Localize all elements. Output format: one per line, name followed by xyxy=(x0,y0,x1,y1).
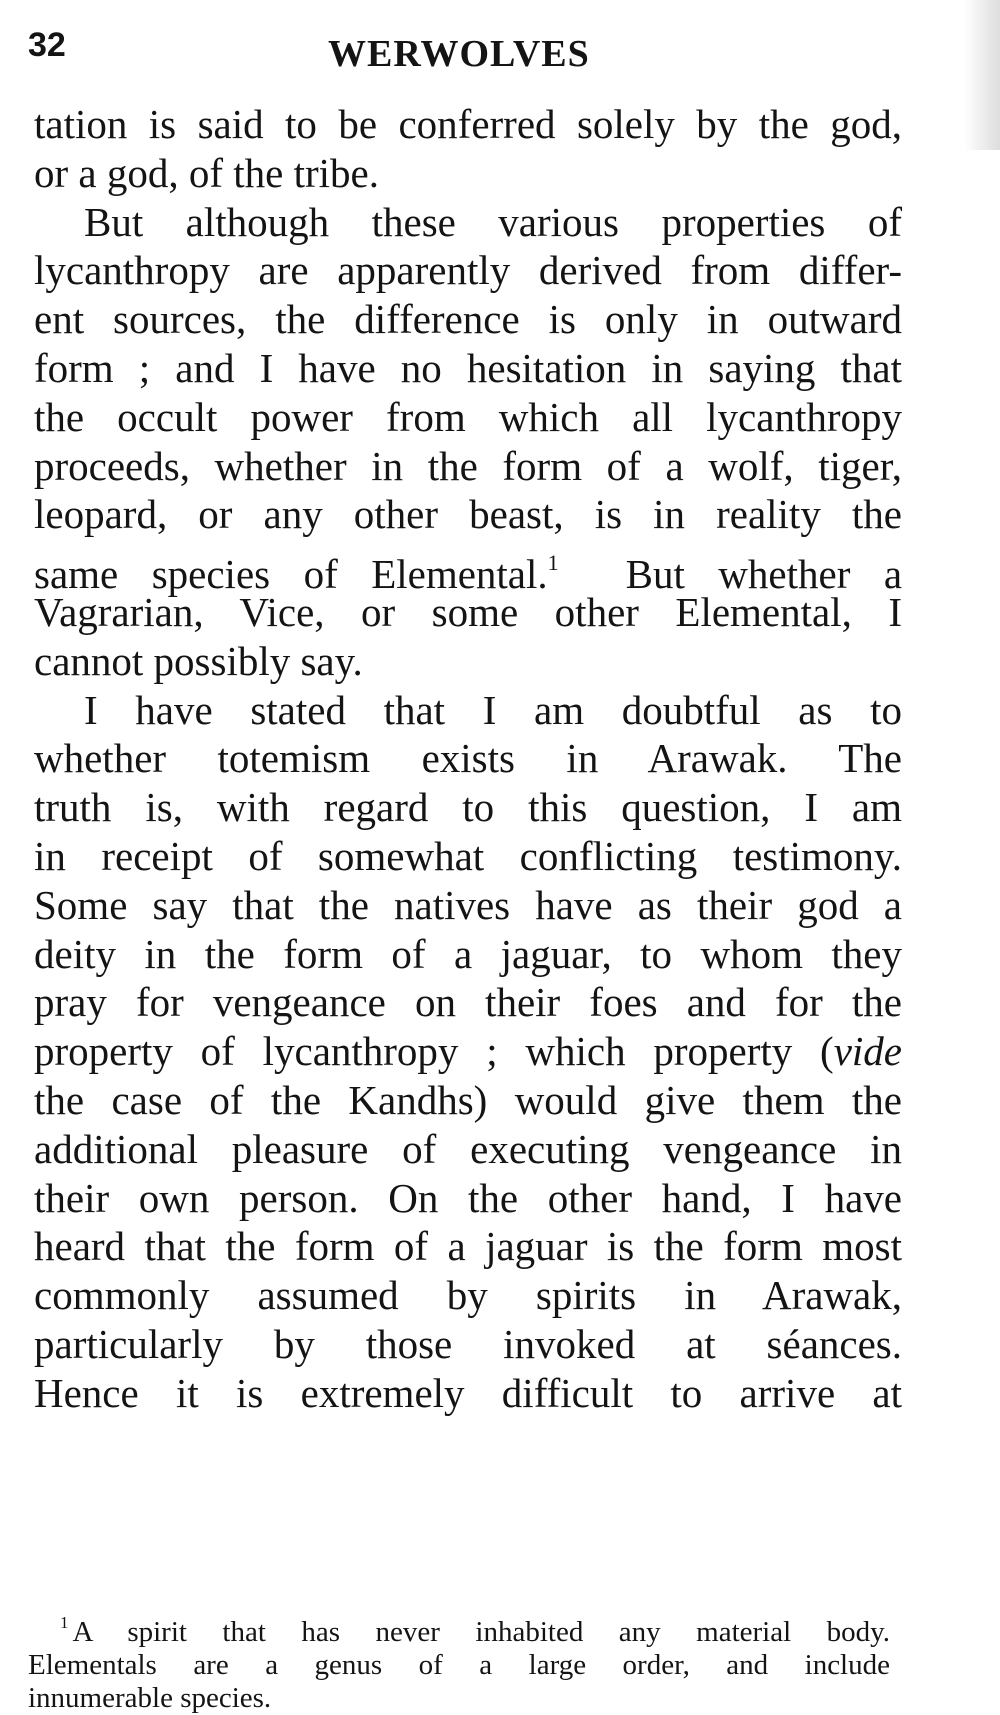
footnote-line xyxy=(28,1606,890,1649)
footnote-line: innumerable species. xyxy=(28,1682,272,1714)
text-line: I have stated that I am doubtful as to xyxy=(84,686,902,733)
page-edge-shadow xyxy=(964,0,1000,150)
text-line: pray for vengeance on their foes and for the xyxy=(34,979,902,1026)
text-line: Some say that the natives have as their god a xyxy=(34,881,902,928)
text-line: truth is, with regard to this question, I am xyxy=(34,784,902,831)
text-line: tation is said to be conferred solely by the god, xyxy=(34,101,902,147)
text-line: leopard, or any other beast, is in reality the xyxy=(34,491,902,538)
text-line: Hence it is extremely difficult to arrive at xyxy=(34,1369,902,1416)
text-line: But although these various properties of xyxy=(84,198,902,245)
text-line: Vagrarian, Vice, or some other Elemental, I xyxy=(34,588,902,635)
text-line: commonly assumed by spirits in Arawak, xyxy=(34,1272,902,1319)
footnote-line: Elementals are a genus of a large order, and include xyxy=(28,1649,890,1681)
text-segment: same species of Elemental. xyxy=(34,551,548,598)
text-line: their own person. On the other hand, I have xyxy=(34,1174,902,1221)
text-line: or a god, of the tribe. xyxy=(34,149,379,196)
body-text xyxy=(34,100,902,1418)
text-line: particularly by those invoked at séances. xyxy=(34,1320,902,1367)
text-line: lycanthropy are apparently derived from differ- xyxy=(34,247,902,294)
page-number: 32 xyxy=(28,26,66,64)
text-line: the case of the Kandhs) would give them the xyxy=(34,1076,902,1123)
text-line: heard that the form of a jaguar is the form most xyxy=(34,1223,902,1270)
text-line: cannot possibly say. xyxy=(34,637,363,684)
footnote-mark: 1 xyxy=(60,1613,69,1632)
text-segment: But whether a xyxy=(625,551,903,598)
text-line: deity in the form of a jaguar, to whom they xyxy=(34,930,902,977)
footnote xyxy=(28,1606,890,1715)
italic-term: vide xyxy=(833,1028,902,1075)
text-line: ent sources, the difference is only in outward xyxy=(34,296,902,343)
running-title: WERWOLVES xyxy=(328,33,590,75)
text-line: proceeds, whether in the form of a wolf, tiger, xyxy=(34,442,902,489)
page-header xyxy=(28,8,968,80)
footnote-reference: 1 xyxy=(547,550,559,576)
text-segment: property of lycanthropy ; which property ( xyxy=(34,1028,834,1075)
text-line-with-italic xyxy=(34,1027,902,1076)
text-line: form ; and I have no hesitation in saying that xyxy=(34,344,902,391)
text-line: in receipt of somewhat conflicting testimony. xyxy=(34,832,902,879)
footnote-text: A spirit that has never inhabited any material body. xyxy=(72,1616,890,1648)
text-line: the occult power from which all lycanthropy xyxy=(34,393,902,440)
text-line: whether totemism exists in Arawak. The xyxy=(34,735,902,782)
text-line-with-footnote xyxy=(34,539,903,598)
text-line: additional pleasure of executing vengeance in xyxy=(34,1125,902,1172)
